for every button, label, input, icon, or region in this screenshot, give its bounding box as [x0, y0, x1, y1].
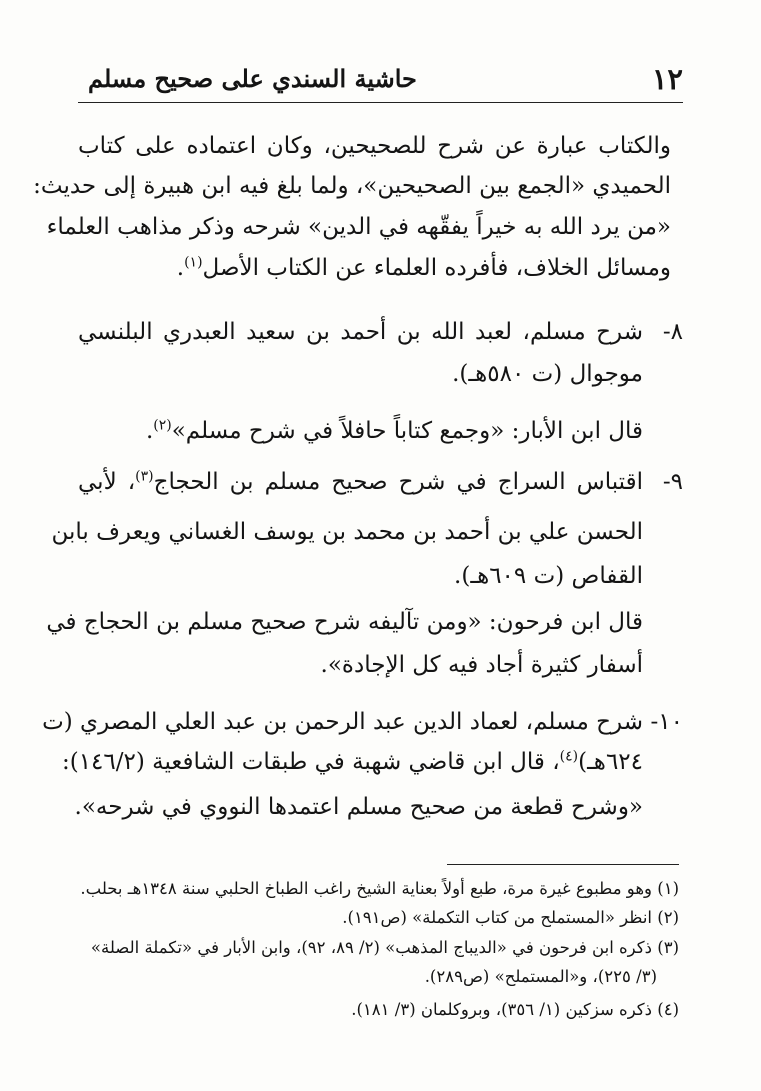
item-number: ٨-: [662, 319, 683, 345]
item10-line: شرح مسلم، لعماد الدين عبد الرحمن بن عبد العلي المصري (ت: [42, 709, 643, 735]
page-header: [78, 58, 683, 103]
item9-line: [78, 462, 643, 502]
footnote: (٣) ذكره ابن فرحون في «الديباج المذهب» (٢/ ٨٩، ٩٢)، وابن الأبار في «تكملة الصلة»: [90, 938, 679, 957]
footnote: (٤) ذكره سزكين (١/ ٣٥٦)، وبروكلمان (٣/ ١٨١).: [351, 1000, 679, 1019]
item8-line: شرح مسلم، لعبد الله بن أحمد بن سعيد العبدري البلنسي: [78, 319, 643, 345]
item-number: ٩-: [662, 469, 683, 495]
footnote-divider: [447, 864, 679, 865]
item10-date: ٦٢٤هـ): [578, 749, 643, 775]
item10-line: [61, 742, 643, 782]
footnote-marker: (١): [184, 254, 203, 271]
item9-line: الحسن علي بن أحمد بن محمد بن يوسف الغساني ويعرف بابن: [51, 519, 643, 545]
footnote-marker: (٤): [559, 748, 579, 765]
item9-line: أسفار كثيرة أجاد فيه كل الإجادة».: [320, 652, 643, 678]
footnote-continuation: (٣/ ٢٢٥)، و«المستملح» (ص٢٨٩).: [424, 967, 657, 986]
item9-line: القفاص (ت ٦٠٩هـ).: [454, 563, 643, 589]
intro-line-last: [78, 248, 671, 288]
footnote-marker: (٣): [135, 468, 154, 485]
item9-line: قال ابن فرحون: «ومن تآليفه شرح صحيح مسلم بن الحجاج في: [46, 609, 643, 635]
intro-end: .: [176, 255, 185, 281]
item-number: ١٠-: [650, 709, 683, 735]
running-title: حاشية السندي على صحيح مسلم: [88, 64, 417, 93]
intro-line: والكتاب عبارة عن شرح للصحيحين، وكان اعتماده على كتاب: [78, 133, 671, 159]
intro-line-text: ومسائل الخلاف، فأفرده العلماء عن الكتاب الأصل: [202, 255, 671, 281]
item9-line-text: اقتباس السراج في شرح صحيح مسلم بن الحجاج: [153, 469, 643, 495]
item8-quote: [78, 411, 643, 451]
quote-text: قال ابن الأبار: «وجمع كتاباً حافلاً في شرح مسلم»: [171, 418, 643, 444]
footnote: (١) وهو مطبوع غيرة مرة، طبع أولاً بعناية الشيخ راغب الطباخ الحلبي سنة ١٣٤٨هـ بحلب.: [80, 879, 679, 898]
item10-line-tail: ، قال ابن قاضي شهبة في طبقات الشافعية (١٤٦/٢):: [61, 749, 560, 775]
item10-quote: «وشرح قطعة من صحيح مسلم اعتمدها النووي في شرحه».: [74, 794, 643, 820]
footnote-marker: (٢): [153, 417, 172, 434]
intro-line: الحميدي «الجمع بين الصحيحين»، ولما بلغ فيه ابن هبيرة إلى حديث:: [33, 173, 671, 199]
page-number: ١٢: [651, 62, 683, 96]
quote-end: .: [145, 418, 154, 444]
intro-line: «من يرد الله به خيراً يفقّهه في الدين» شرحه وذكر مذاهب العلماء: [46, 214, 671, 240]
item8-line: موجوال (ت ٥٨٠هـ).: [452, 361, 643, 387]
item9-line-tail: ، لأبي: [78, 469, 136, 495]
footnote: (٢) انظر «المستملح من كتاب التكملة» (ص١٩١).: [342, 908, 679, 927]
